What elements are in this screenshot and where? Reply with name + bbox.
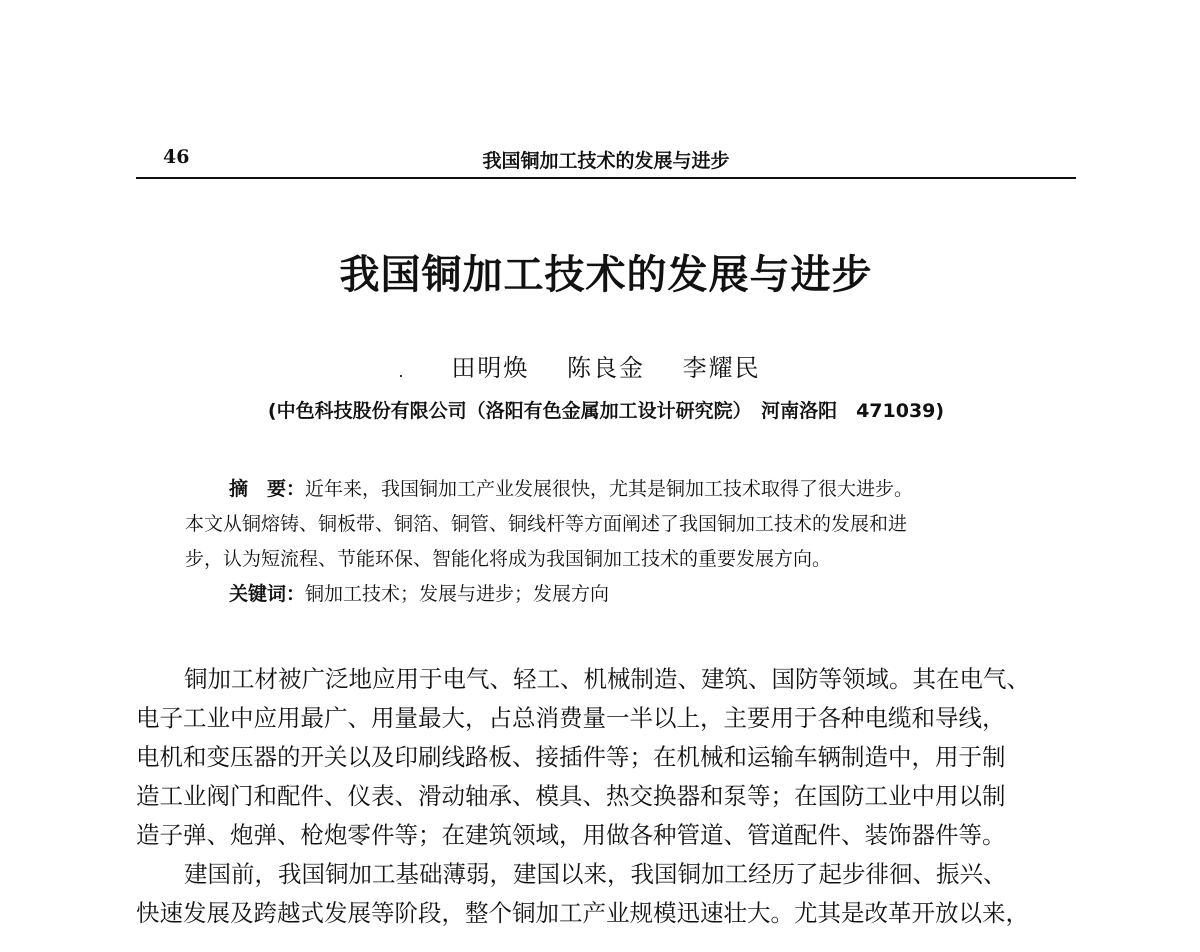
- author-name: 田明焕: [451, 354, 530, 382]
- body-line: 电机和变压器的开关以及印刷线路板、接插件等；在机械和运输车辆制造中，用于制: [136, 743, 1006, 771]
- paper-title: 我国铜加工技术的发展与进步: [339, 251, 873, 298]
- abstract-text: 近年来，我国铜加工产业发展很快，尤其是铜加工技术取得了很大进步。: [305, 478, 914, 500]
- author-name: 陈良金: [567, 354, 645, 382]
- abstract-line: 步，认为短流程、节能环保、智能化将成为我国铜加工技术的重要发展方向。: [185, 548, 832, 570]
- abstract-line: 本文从铜熔铸、铜板带、铜箔、铜管、铜线杆等方面阐述了我国铜加工技术的发展和进: [185, 513, 908, 535]
- abstract-label: 摘 要：: [229, 478, 306, 500]
- body-line: 铜加工材被广泛地应用于电气、轻工、机械制造、建筑、国防等领域。其在电气、: [184, 665, 1030, 693]
- keywords-label: 关键词：: [229, 583, 306, 605]
- body-line: 电子工业中应用最广、用量最大，占总消费量一半以上，主要用于各种电缆和导线，: [136, 704, 1006, 732]
- keywords-line: [185, 577, 1045, 612]
- running-header-title: 我国铜加工技术的发展与进步: [482, 150, 730, 172]
- page-number: 46: [163, 146, 190, 168]
- author-affiliation: (中色科技股份有限公司（洛阳有色金属加工设计研究院） 河南洛阳 471039): [267, 400, 945, 422]
- body-line: 建国前，我国铜加工基础薄弱，建国以来，我国铜加工经历了起步徘徊、振兴、: [184, 860, 1007, 888]
- abstract-line: [185, 472, 1045, 507]
- body-line: 造子弹、炮弹、枪炮零件等；在建筑领域，用做各种管道、管道配件、装饰器件等。: [136, 821, 1006, 849]
- body-text: [136, 660, 1076, 933]
- abstract-block: [185, 472, 1045, 612]
- body-line: 造工业阀门和配件、仪表、滑动轴承、模具、热交换器和泵等；在国防工业中用以制: [136, 782, 1006, 810]
- keywords-text: 铜加工技术；发展与进步；发展方向: [305, 583, 610, 605]
- author-name: 李耀民: [682, 354, 761, 382]
- body-line: 快速发展及跨越式发展等阶段，整个铜加工产业规模迅速壮大。尤其是改革开放以来，: [136, 899, 1029, 927]
- author-list: [136, 348, 1076, 383]
- header-rule: [136, 177, 1076, 179]
